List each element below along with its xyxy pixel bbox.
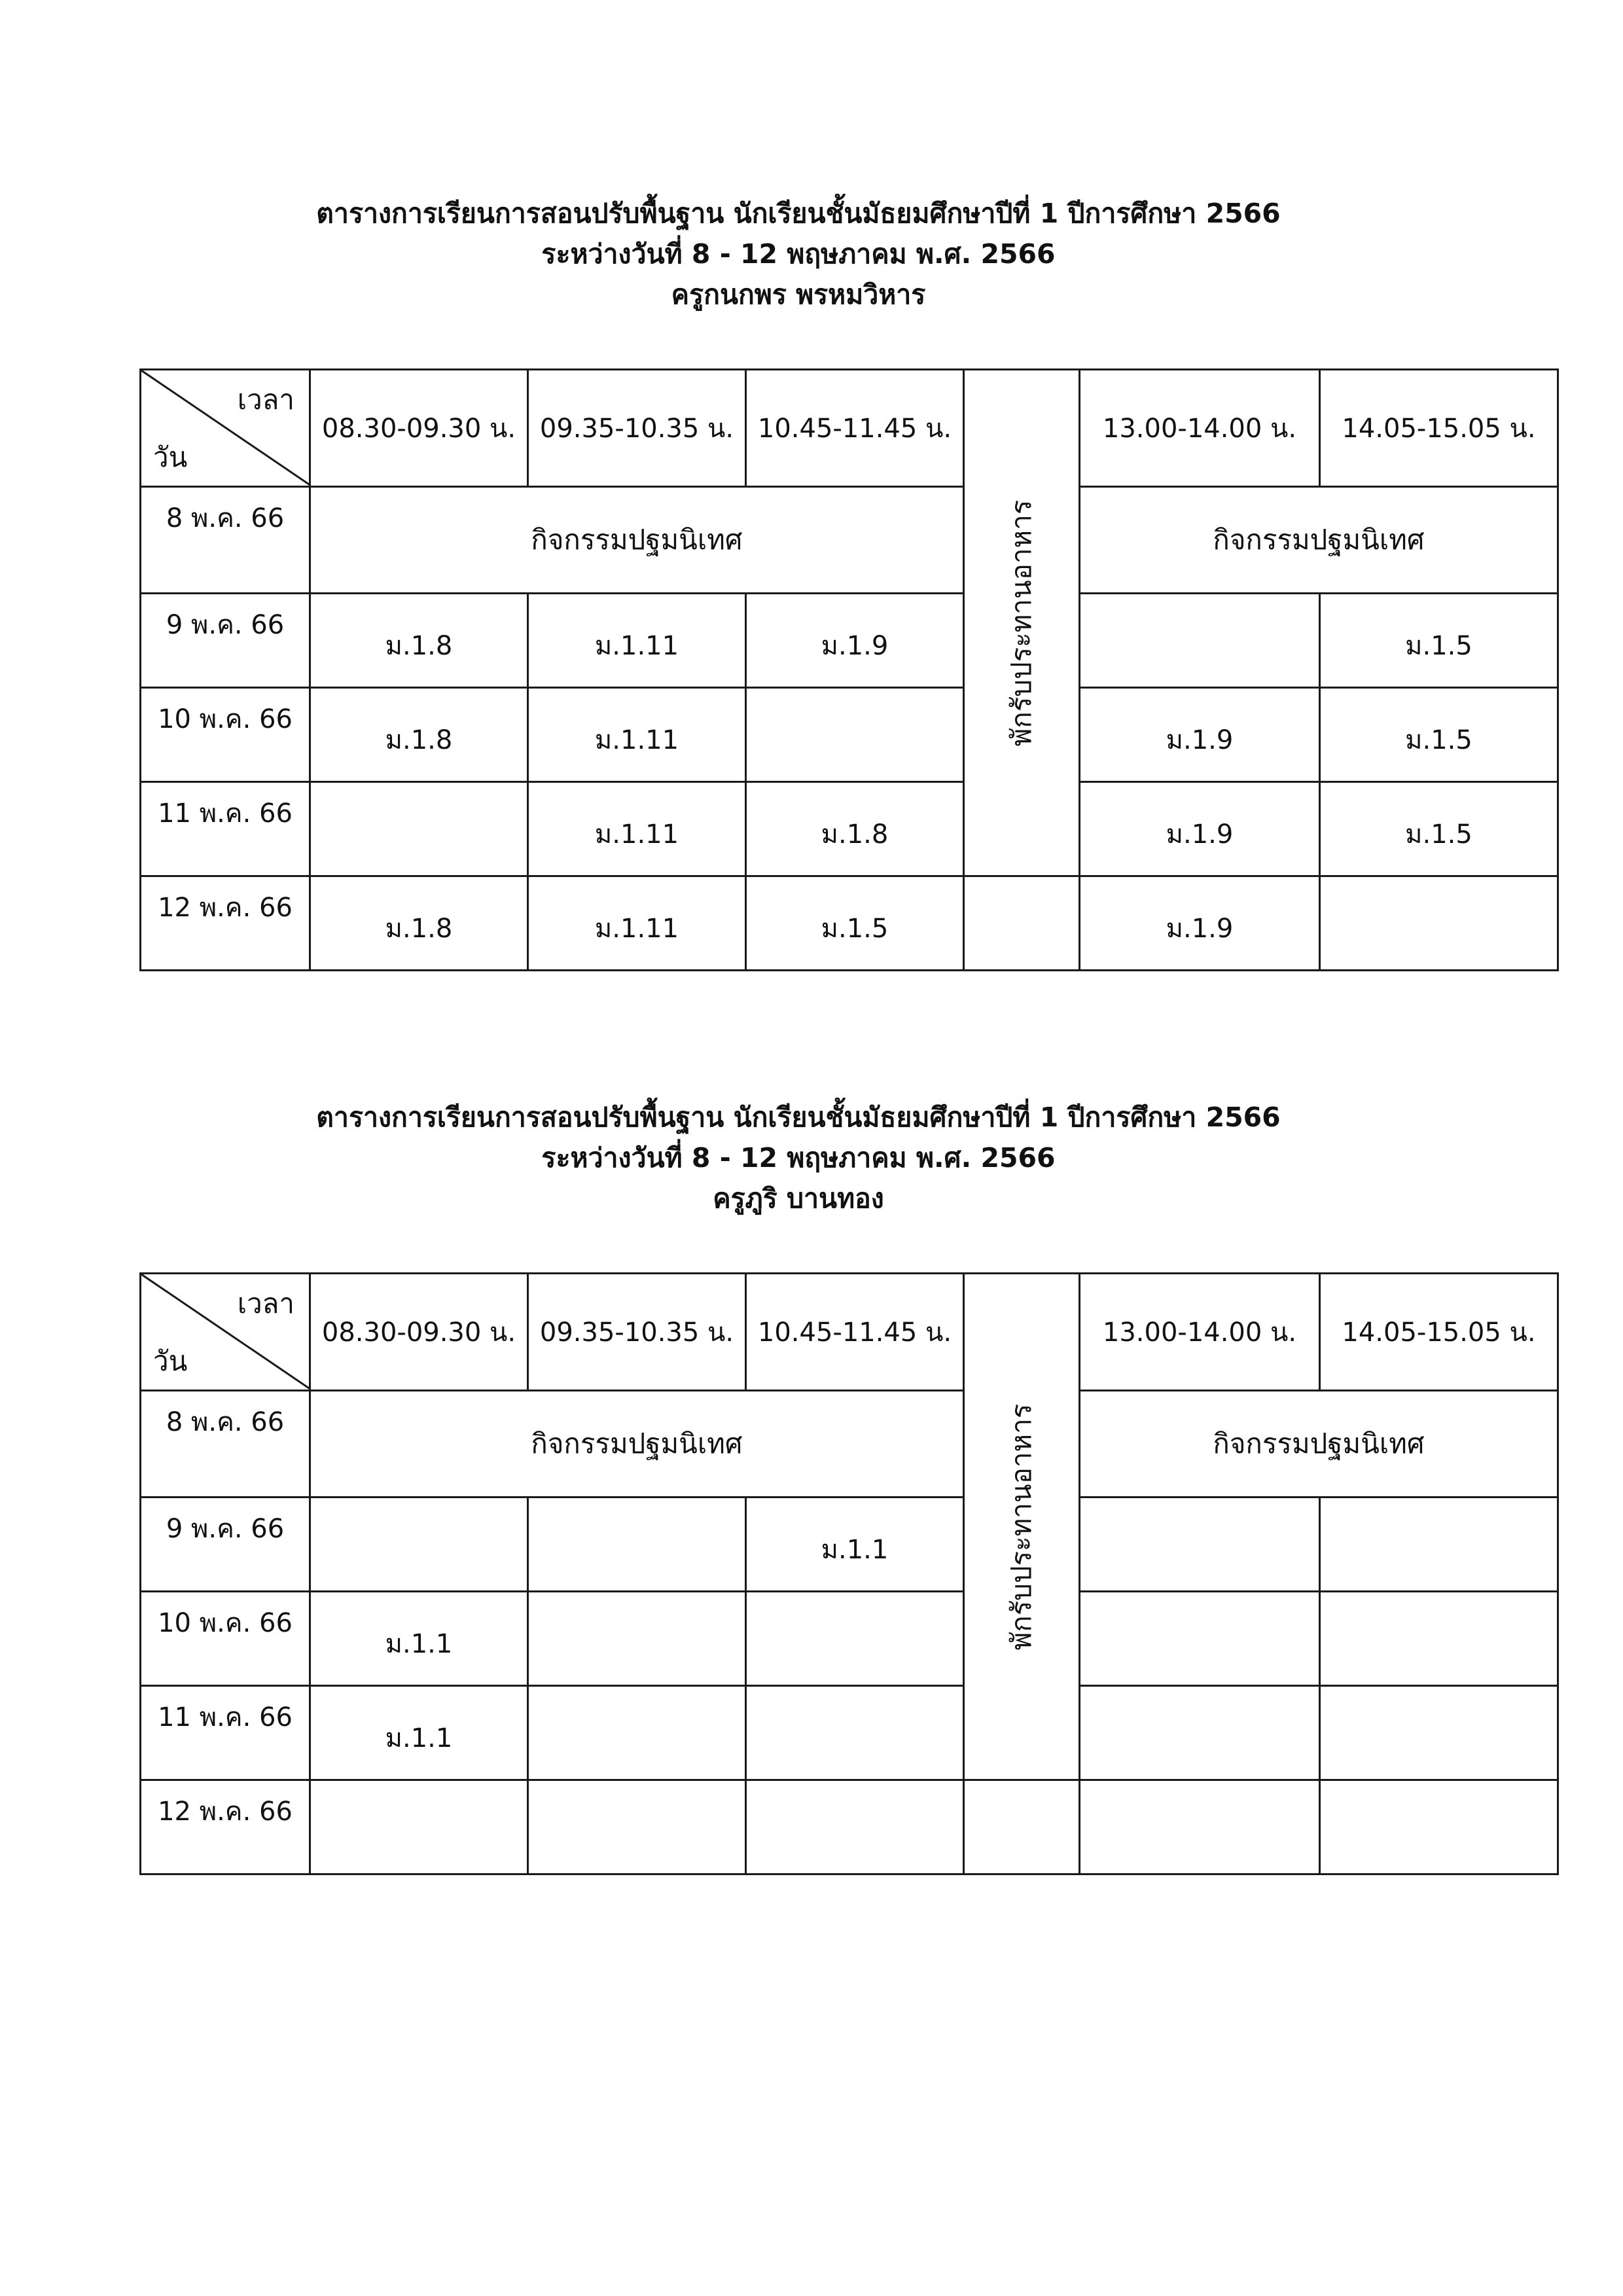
table-row [141,1391,1558,1498]
schedule-period: ระหว่างวันที่ 8 - 12 พฤษภาคม พ.ศ. 2566 [541,1142,1056,1174]
table-row [141,1498,1558,1592]
class-cell [746,1592,964,1686]
class-cell: ม.1.11 [528,876,746,971]
class-cell [528,1498,746,1592]
time-slot-3: 10.45-11.45 น. [746,370,964,487]
class-cell [1080,1780,1320,1874]
class-cell [746,1686,964,1780]
class-cell [1320,1592,1558,1686]
day-cell: 12 พ.ค. 66 [141,1780,310,1874]
class-cell [1080,1686,1320,1780]
table-row [141,594,1558,688]
class-cell: ม.1.5 [746,876,964,971]
day-cell: 11 พ.ค. 66 [141,782,310,876]
teacher-name: ครูภูริ บานทอง [713,1183,884,1214]
class-cell [310,1498,528,1592]
class-cell [528,1592,746,1686]
class-cell: ม.1.11 [528,594,746,688]
class-cell [528,1686,746,1780]
class-cell [1320,1498,1558,1592]
class-cell: ม.1.9 [1080,688,1320,782]
orientation-afternoon: กิจกรรมปฐมนิเทศ [1080,487,1558,594]
corner-day-label: วัน [153,441,188,473]
corner-time-label: เวลา [237,384,294,416]
class-cell [1080,1498,1320,1592]
teacher-name: ครูกนกพร พรหมวิหาร [671,279,926,310]
class-cell: ม.1.8 [310,594,528,688]
class-cell [310,1780,528,1874]
class-cell [1320,1686,1558,1780]
time-slot-5: 14.05-15.05 น. [1320,370,1558,487]
time-slot-4: 13.00-14.00 น. [1080,370,1320,487]
schedule-title: ตารางการเรียนการสอนปรับพื้นฐาน นักเรียนชั้นมัธยมศึกษาปีที่ 1 ปีการศึกษา 2566 [316,198,1281,229]
class-cell: ม.1.11 [528,782,746,876]
class-cell: ม.1.1 [310,1686,528,1780]
table-row [141,1780,1558,1874]
table-row [141,1686,1558,1780]
time-slot-2: 09.35-10.35 น. [528,370,746,487]
lunch-empty-cell [964,1780,1080,1874]
orientation-afternoon: กิจกรรมปฐมนิเทศ [1080,1391,1558,1498]
class-cell: ม.1.5 [1320,782,1558,876]
schedule-period: ระหว่างวันที่ 8 - 12 พฤษภาคม พ.ศ. 2566 [541,238,1056,270]
day-cell: 8 พ.ค. 66 [141,1391,310,1498]
schedule-table [139,1272,1559,1875]
corner-time-label: เวลา [237,1287,294,1319]
table-row [141,487,1558,594]
class-cell: ม.1.9 [1080,782,1320,876]
corner-day-label: วัน [153,1345,188,1377]
class-cell: ม.1.8 [310,876,528,971]
orientation-morning: กิจกรรมปฐมนิเทศ [310,487,964,594]
lunch-break-cell [964,1274,1080,1780]
time-slot-1: 08.30-09.30 น. [310,1274,528,1391]
orientation-morning: กิจกรรมปฐมนิเทศ [310,1391,964,1498]
table-row [141,782,1558,876]
class-cell [1320,1780,1558,1874]
class-cell [1320,876,1558,971]
class-cell [1080,594,1320,688]
class-cell: ม.1.1 [746,1498,964,1592]
class-cell: ม.1.5 [1320,594,1558,688]
class-cell: ม.1.9 [1080,876,1320,971]
lunch-break-label: พักรับประทานอาหาร [1005,1403,1037,1650]
class-cell: ม.1.1 [310,1592,528,1686]
lunch-break-cell [964,370,1080,876]
lunch-break-label: พักรับประทานอาหาร [1005,499,1037,746]
day-cell: 8 พ.ค. 66 [141,487,310,594]
day-cell: 9 พ.ค. 66 [141,1498,310,1592]
table-row [141,876,1558,971]
header-row [141,1274,1558,1391]
day-cell: 10 พ.ค. 66 [141,1592,310,1686]
time-slot-2: 09.35-10.35 น. [528,1274,746,1391]
schedule-title: ตารางการเรียนการสอนปรับพื้นฐาน นักเรียนชั้นมัธยมศึกษาปีที่ 1 ปีการศึกษา 2566 [316,1102,1281,1133]
time-slot-1: 08.30-09.30 น. [310,370,528,487]
class-cell [1080,1592,1320,1686]
time-slot-3: 10.45-11.45 น. [746,1274,964,1391]
corner-cell [141,370,310,487]
schedule-block-1 [0,193,1623,944]
class-cell [746,1780,964,1874]
corner-cell [141,1274,310,1391]
class-cell [528,1780,746,1874]
table-row [141,688,1558,782]
day-cell: 12 พ.ค. 66 [141,876,310,971]
day-cell: 9 พ.ค. 66 [141,594,310,688]
header-row [141,370,1558,487]
schedule-heading [0,1097,1610,1219]
class-cell: ม.1.5 [1320,688,1558,782]
class-cell: ม.1.8 [746,782,964,876]
class-cell: ม.1.8 [310,688,528,782]
day-cell: 10 พ.ค. 66 [141,688,310,782]
day-cell: 11 พ.ค. 66 [141,1686,310,1780]
table-row [141,1592,1558,1686]
class-cell [310,782,528,876]
schedule-table [139,368,1559,971]
class-cell: ม.1.11 [528,688,746,782]
schedule-heading [0,193,1610,315]
schedule-block-2 [0,1097,1623,1827]
time-slot-4: 13.00-14.00 น. [1080,1274,1320,1391]
class-cell: ม.1.9 [746,594,964,688]
lunch-empty-cell [964,876,1080,971]
time-slot-5: 14.05-15.05 น. [1320,1274,1558,1391]
class-cell [746,688,964,782]
